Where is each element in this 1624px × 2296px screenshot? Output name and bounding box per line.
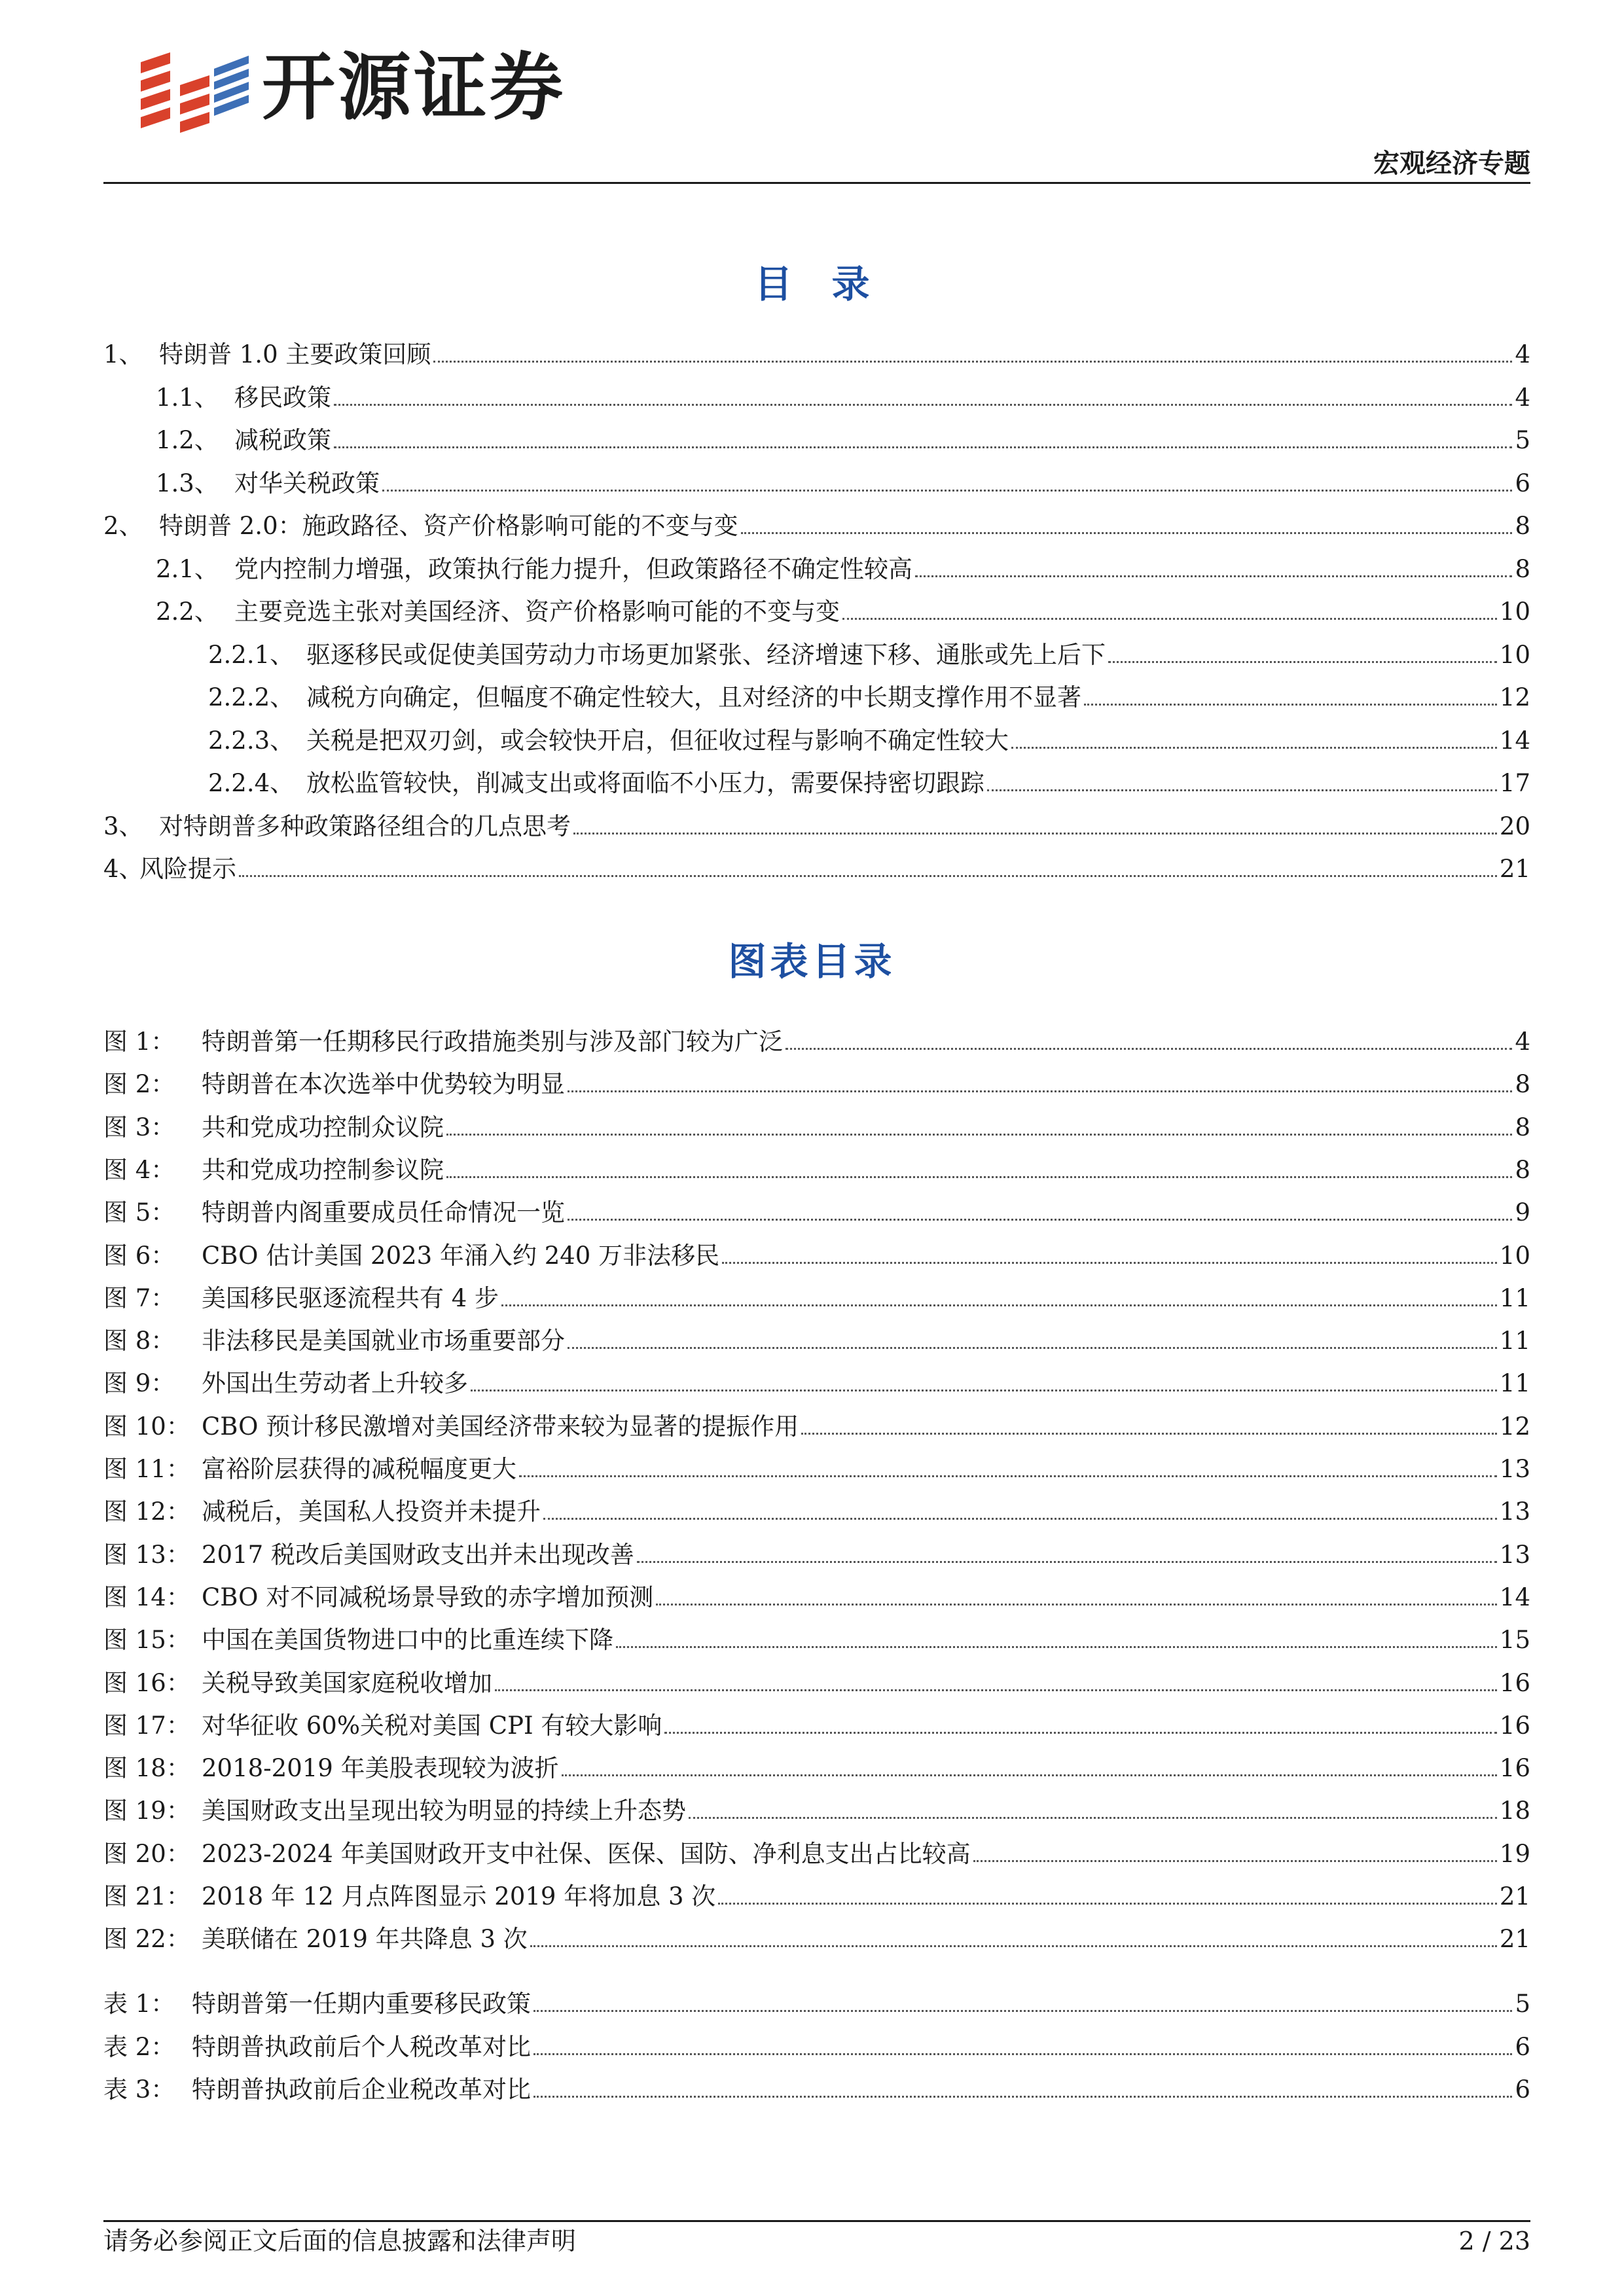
dot-leader — [987, 789, 1497, 791]
dot-leader — [637, 1561, 1497, 1563]
dot-leader — [533, 2053, 1512, 2055]
figure-entry[interactable] — [103, 1528, 1530, 1567]
figure-entry-number: 图 14： — [103, 1583, 190, 1611]
dot-leader — [689, 1817, 1497, 1819]
toc-entry[interactable] — [103, 756, 1530, 795]
figure-entry-number: 图 10： — [103, 1412, 190, 1441]
table-entry-number: 表 1： — [103, 1990, 175, 2018]
figure-entry-page: 21 — [1499, 1925, 1530, 1954]
figure-entry-page: 4 — [1515, 1028, 1530, 1056]
dot-leader — [543, 1518, 1497, 1520]
figure-entry-page: 16 — [1499, 1668, 1530, 1697]
figure-entry-page: 14 — [1499, 1583, 1530, 1611]
toc-entry-title: 放松监管较快，削减支出或将面临不小压力，需要保持密切跟踪 — [306, 769, 984, 797]
toc-entry[interactable] — [103, 628, 1530, 667]
table-entry-title: 特朗普执政前后个人税改革对比 — [192, 2032, 531, 2061]
header-divider — [103, 182, 1530, 184]
figure-entry-title: CBO 预计移民激增对美国经济带来较为显著的提振作用 — [202, 1412, 799, 1441]
toc-entry-number: 2.2.1、 — [208, 640, 295, 669]
figure-entry-page: 12 — [1499, 1412, 1530, 1441]
toc-entry-page: 14 — [1499, 726, 1530, 755]
figure-entry-number: 图 20： — [103, 1839, 190, 1868]
dot-leader — [562, 1774, 1497, 1776]
toc-entry[interactable] — [103, 842, 1530, 881]
figure-entry-page: 10 — [1499, 1241, 1530, 1270]
figure-entry-title: 非法移民是美国就业市场重要部分 — [202, 1327, 565, 1355]
figure-entry-number: 图 16： — [103, 1668, 190, 1697]
toc-entry-number: 1.3、 — [156, 469, 219, 497]
dot-leader — [501, 1304, 1497, 1306]
figure-entry-number: 图 12： — [103, 1498, 190, 1526]
figure-entry-page: 9 — [1515, 1198, 1530, 1227]
figure-entry-page: 21 — [1499, 1882, 1530, 1910]
dot-leader — [915, 575, 1512, 577]
toc-entry-number: 4、 — [103, 855, 143, 883]
brand-name: 开源证券 — [262, 45, 566, 130]
toc-entry[interactable] — [103, 456, 1530, 495]
figure-entry-title: 富裕阶层获得的减税幅度更大 — [202, 1455, 516, 1483]
table-entry-title: 特朗普第一任期内重要移民政策 — [192, 1990, 531, 2018]
table-entry-number: 表 3： — [103, 2075, 175, 2104]
table-entry-page: 6 — [1515, 2032, 1530, 2061]
figure-entry-number: 图 11： — [103, 1455, 190, 1483]
dot-leader — [718, 1903, 1497, 1905]
figure-entry-number: 图 8： — [103, 1327, 175, 1355]
toc-entry-page: 4 — [1515, 340, 1530, 368]
figure-entry-page: 15 — [1499, 1626, 1530, 1655]
toc-entry-number: 1.1、 — [156, 383, 219, 412]
page-number: 2 / 23 — [1458, 2227, 1530, 2255]
figure-entry-page: 19 — [1499, 1839, 1530, 1868]
figure-entry-title: 2018 年 12 月点阵图显示 2019 年将加息 3 次 — [202, 1882, 716, 1910]
dot-leader — [446, 1134, 1512, 1136]
table-entry-title: 特朗普执政前后企业税改革对比 — [192, 2075, 531, 2104]
figure-entry-title: CBO 对不同减税场景导致的赤字增加预测 — [202, 1583, 654, 1611]
dot-leader — [664, 1732, 1497, 1734]
figure-entry-title: 对华征收 60%关税对美国 CPI 有较大影响 — [202, 1711, 662, 1740]
figure-entry[interactable] — [103, 1143, 1530, 1182]
dot-leader — [1011, 747, 1497, 749]
toc-entry-number: 2、 — [103, 512, 143, 540]
dot-leader — [530, 1945, 1497, 1947]
dot-leader — [1084, 704, 1497, 706]
dot-leader — [533, 2096, 1512, 2098]
toc-entry-page: 21 — [1499, 855, 1530, 883]
toc-title: 目录 — [754, 262, 909, 306]
figure-entry-title: CBO 估计美国 2023 年涌入约 240 万非法移民 — [202, 1241, 720, 1270]
figure-entry[interactable] — [103, 1484, 1530, 1524]
dot-leader — [842, 618, 1497, 620]
figure-entry[interactable] — [103, 1827, 1530, 1866]
toc-entry-page: 5 — [1515, 426, 1530, 454]
figure-entry-number: 图 7： — [103, 1283, 175, 1312]
toc-entry[interactable] — [103, 327, 1530, 367]
figure-entry-page: 11 — [1499, 1327, 1530, 1355]
table-entry[interactable] — [103, 2062, 1530, 2102]
dot-leader — [471, 1390, 1497, 1391]
figure-entry-title: 共和党成功控制参议院 — [202, 1155, 444, 1184]
toc-entry-number: 2.1、 — [156, 554, 219, 583]
dot-leader — [722, 1262, 1497, 1264]
figure-entry-number: 图 21： — [103, 1882, 190, 1910]
figure-entry-page: 11 — [1499, 1369, 1530, 1398]
dot-leader — [334, 404, 1512, 406]
figure-entry[interactable] — [103, 1229, 1530, 1268]
dot-leader — [433, 361, 1512, 363]
dot-leader — [741, 532, 1513, 534]
dot-leader — [495, 1689, 1497, 1691]
toc-entry-page: 20 — [1499, 812, 1530, 840]
toc-entry[interactable] — [103, 542, 1530, 581]
toc-entry-number: 2.2.4、 — [208, 769, 295, 797]
toc-entry-number: 2.2、 — [156, 598, 219, 626]
toc-entry[interactable] — [103, 713, 1530, 753]
figure-entry[interactable] — [103, 1869, 1530, 1909]
figure-entry[interactable] — [103, 1271, 1530, 1310]
page-header — [0, 0, 1624, 187]
dot-leader — [1108, 661, 1497, 663]
figure-entry[interactable] — [103, 1656, 1530, 1695]
figure-entry-title: 外国出生劳动者上升较多 — [202, 1369, 468, 1398]
figure-entry-title: 美国财政支出呈现出较为明显的持续上升态势 — [202, 1797, 686, 1825]
toc-entry-number: 2.2.3、 — [208, 726, 295, 755]
dot-leader — [568, 1219, 1512, 1221]
figure-entry-number: 图 9： — [103, 1369, 175, 1398]
figure-entry-page: 8 — [1515, 1155, 1530, 1184]
dot-leader — [616, 1646, 1497, 1648]
footer-disclaimer: 请务必参阅正文后面的信息披露和法律声明 — [103, 2227, 577, 2255]
figure-entry[interactable] — [103, 1912, 1530, 1954]
figure-entry-title: 特朗普内阁重要成员任命情况一览 — [202, 1198, 565, 1227]
figure-entry[interactable] — [103, 1741, 1530, 1783]
toc-entry-page: 8 — [1515, 554, 1530, 583]
toc-entry-number: 1.2、 — [156, 426, 219, 454]
figure-entry-title: 特朗普第一任期移民行政措施类别与涉及部门较为广泛 — [202, 1028, 783, 1056]
figure-entry[interactable] — [103, 1356, 1530, 1398]
toc-entry-number: 2.2.2、 — [208, 683, 295, 711]
figure-entry[interactable] — [103, 1014, 1530, 1054]
figure-entry-number: 图 22： — [103, 1925, 190, 1954]
figure-entry-number: 图 17： — [103, 1711, 190, 1740]
figure-entry-title: 中国在美国货物进口中的比重连续下降 — [202, 1626, 613, 1655]
figure-entry-number: 图 18： — [103, 1754, 190, 1783]
toc-entry-title: 对华关税政策 — [234, 469, 380, 497]
toc-entry[interactable] — [103, 413, 1530, 452]
figure-entry[interactable] — [103, 1613, 1530, 1655]
figure-entry[interactable] — [103, 1185, 1530, 1225]
dot-leader — [334, 446, 1512, 448]
figure-entry-number: 图 6： — [103, 1241, 175, 1270]
figure-entry-title: 减税后，美国私人投资并未提升 — [202, 1498, 541, 1526]
toc-entry-page: 6 — [1515, 469, 1530, 497]
dot-leader — [239, 875, 1497, 877]
figure-entry-page: 11 — [1499, 1283, 1530, 1312]
figure-entry-number: 图 4： — [103, 1155, 175, 1184]
toc-entry-title: 减税方向确定，但幅度不确定性较大，且对经济的中长期支撑作用不显著 — [306, 683, 1081, 711]
figure-entry[interactable] — [103, 1698, 1530, 1738]
figure-entry-page: 16 — [1499, 1754, 1530, 1783]
figure-entry-title: 美联储在 2019 年共降息 3 次 — [202, 1925, 528, 1954]
footer-divider — [103, 2220, 1530, 2222]
figure-entry-title: 关税导致美国家庭税收增加 — [202, 1668, 492, 1697]
dot-leader — [973, 1860, 1497, 1862]
table-entry[interactable] — [103, 1977, 1530, 2016]
table-entry-number: 表 2： — [103, 2032, 175, 2061]
figure-entry[interactable] — [103, 1442, 1530, 1481]
dot-leader — [785, 1048, 1512, 1050]
toc-entry-number: 3、 — [103, 812, 143, 840]
dot-leader — [573, 833, 1497, 834]
toc-entry-title: 移民政策 — [234, 383, 331, 412]
toc-entry-title: 驱逐移民或促使美国劳动力市场更加紧张、经济增速下移、通胀或先上后下 — [306, 640, 1106, 669]
figure-entry-page: 8 — [1515, 1113, 1530, 1141]
figure-entry-page: 13 — [1499, 1540, 1530, 1569]
figure-entry[interactable] — [103, 1100, 1530, 1139]
report-category: 宏观经济专题 — [1373, 148, 1530, 179]
figure-entry-title: 2018-2019 年美股表现较为波折 — [202, 1754, 559, 1783]
dot-leader — [656, 1604, 1497, 1605]
toc-entry-number: 1、 — [103, 340, 143, 368]
toc-entry-title: 党内控制力增强，政策执行能力提升，但政策路径不确定性较高 — [234, 554, 912, 583]
dot-leader — [382, 490, 1512, 492]
figure-entry-title: 特朗普在本次选举中优势较为明显 — [202, 1070, 565, 1099]
toc-entry-page: 8 — [1515, 512, 1530, 540]
figure-entry-page: 13 — [1499, 1455, 1530, 1483]
table-entry-page: 6 — [1515, 2075, 1530, 2104]
figure-entry[interactable] — [103, 1057, 1530, 1099]
toc-entry[interactable] — [103, 584, 1530, 624]
figure-entry-page: 13 — [1499, 1498, 1530, 1526]
toc-entry-title: 风险提示 — [139, 855, 236, 883]
toc-entry-title: 对特朗普多种政策路径组合的几点思考 — [159, 812, 571, 840]
figure-entry-number: 图 3： — [103, 1113, 175, 1141]
company-logo-icon — [134, 49, 252, 147]
table-entry-page: 5 — [1515, 1990, 1530, 2018]
toc-entry[interactable] — [103, 799, 1530, 838]
figure-entry-title: 美国移民驱逐流程共有 4 步 — [202, 1283, 499, 1312]
toc-entry-page: 10 — [1499, 598, 1530, 626]
dot-leader — [446, 1176, 1512, 1178]
figure-entry[interactable] — [103, 1570, 1530, 1609]
figure-entry-number: 图 19： — [103, 1797, 190, 1825]
figure-entry[interactable] — [103, 1399, 1530, 1439]
toc-entry-title: 特朗普 1.0 主要政策回顾 — [159, 340, 431, 368]
figure-entry-page: 16 — [1499, 1711, 1530, 1740]
figures-list-title: 图表目录 — [728, 939, 896, 984]
toc-entry-page: 17 — [1499, 769, 1530, 797]
toc-entry-title: 关税是把双刃剑，或会较快开启，但征收过程与影响不确定性较大 — [306, 726, 1009, 755]
figure-entry-number: 图 15： — [103, 1626, 190, 1655]
figure-entry-page: 8 — [1515, 1070, 1530, 1099]
toc-entry[interactable] — [103, 499, 1530, 538]
toc-entry[interactable] — [103, 370, 1530, 410]
figure-entry-number: 图 5： — [103, 1198, 175, 1227]
figure-entry-number: 图 1： — [103, 1028, 175, 1056]
toc-entry-page: 4 — [1515, 383, 1530, 412]
figure-entry[interactable] — [103, 1314, 1530, 1353]
toc-entry-title: 减税政策 — [234, 426, 331, 454]
toc-entry-title: 特朗普 2.0：施政路径、资产价格影响可能的不变与变 — [159, 512, 738, 540]
figure-entry-number: 图 13： — [103, 1540, 190, 1569]
figure-entry-title: 2023-2024 年美国财政开支中社保、医保、国防、净利息支出占比较高 — [202, 1839, 971, 1868]
toc-entry[interactable] — [103, 670, 1530, 709]
figure-entry-title: 2017 税改后美国财政支出并未出现改善 — [202, 1540, 634, 1569]
dot-leader — [519, 1475, 1497, 1477]
figure-entry-number: 图 2： — [103, 1070, 175, 1099]
toc-entry-page: 12 — [1499, 683, 1530, 711]
dot-leader — [801, 1433, 1497, 1435]
dot-leader — [533, 2010, 1512, 2012]
toc-entry-page: 10 — [1499, 640, 1530, 669]
dot-leader — [568, 1347, 1497, 1349]
figure-entry[interactable] — [103, 1784, 1530, 1823]
figure-entry-title: 共和党成功控制众议院 — [202, 1113, 444, 1141]
table-entry[interactable] — [103, 2020, 1530, 2059]
dot-leader — [568, 1090, 1512, 1092]
toc-entry-title: 主要竞选主张对美国经济、资产价格影响可能的不变与变 — [234, 598, 840, 626]
figure-entry-page: 18 — [1499, 1797, 1530, 1825]
